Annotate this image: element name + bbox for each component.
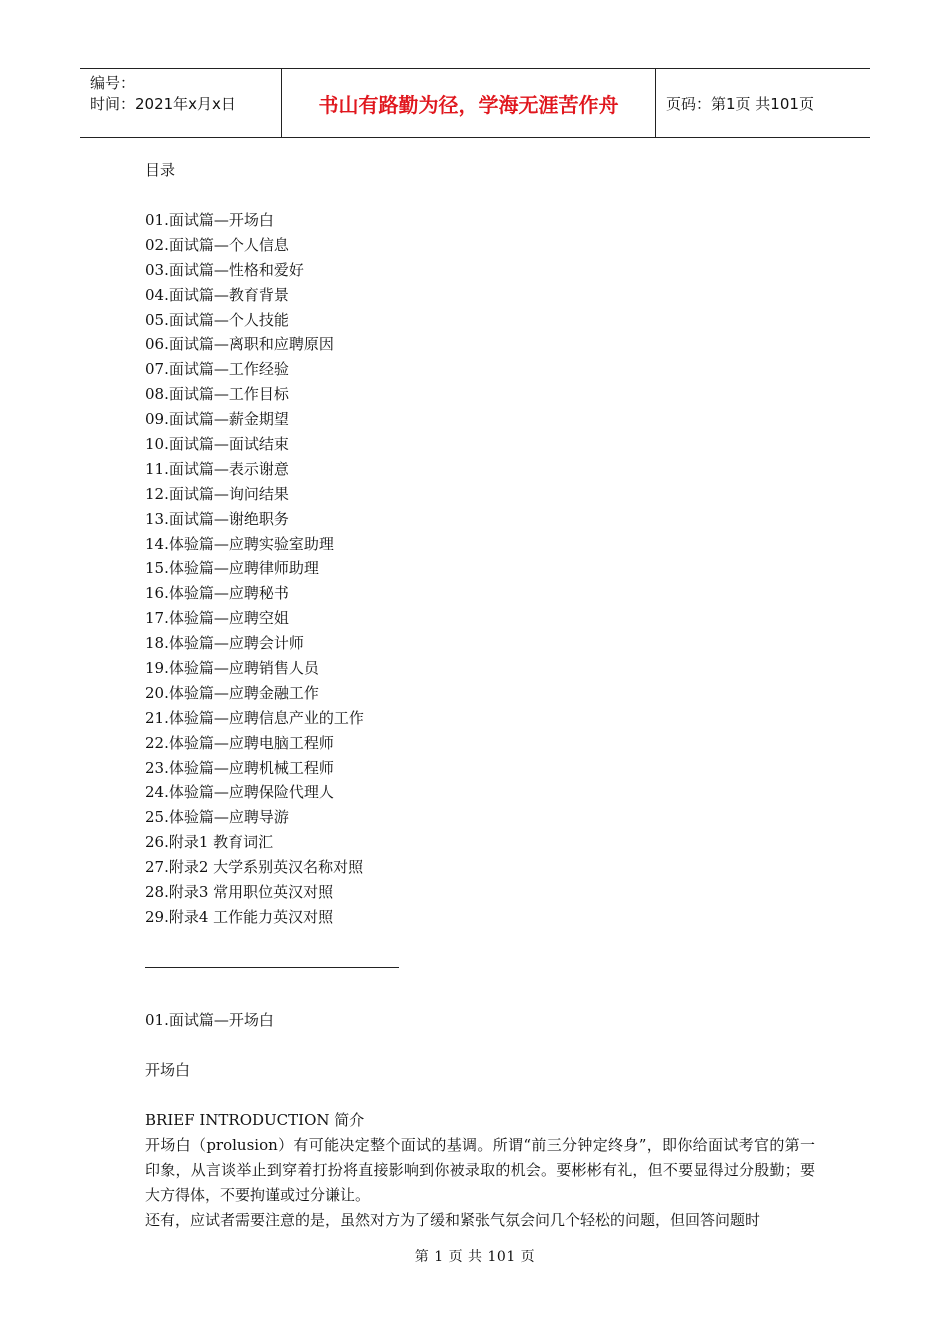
section-divider (145, 967, 399, 968)
toc-item: 12.面试篇—询问结果 (145, 484, 289, 503)
toc-item: 21.体验篇—应聘信息产业的工作 (145, 708, 364, 727)
toc-item: 24.体验篇—应聘保险代理人 (145, 783, 334, 802)
header-motto: 书山有路勤为径，学海无涯苦作舟 (282, 69, 656, 137)
toc-item: 02.面试篇—个人信息 (145, 235, 289, 254)
toc-item: 03.面试篇—性格和爱好 (145, 260, 304, 279)
toc-item: 13.面试篇—谢绝职务 (145, 509, 289, 528)
time-label: 时间：2021年x月x日 (90, 95, 236, 113)
number-label: 编号： (90, 74, 136, 92)
toc-item: 08.面试篇—工作目标 (145, 385, 289, 404)
toc-item: 22.体验篇—应聘电脑工程师 (145, 733, 334, 752)
toc-item: 28.附录3 常用职位英汉对照 (145, 883, 334, 902)
toc-item: 25.体验篇—应聘导游 (145, 808, 289, 827)
toc-item: 17.体验篇—应聘空姐 (145, 609, 289, 628)
brief-introduction-heading: BRIEF INTRODUCTION 简介 (145, 1110, 365, 1129)
toc-item: 01.面试篇—开场白 (145, 211, 274, 229)
toc-item: 29.附录4 工作能力英汉对照 (145, 907, 334, 926)
toc-item: 11.面试篇—表示谢意 (145, 459, 289, 478)
section-heading: 01.面试篇—开场白 (145, 1010, 274, 1029)
toc-item: 23.体验篇—应聘机械工程师 (145, 758, 334, 777)
toc-item: 18.体验篇—应聘会计师 (145, 634, 304, 653)
toc-item: 04.面试篇—教育背景 (145, 285, 289, 304)
toc-item: 09.面试篇—薪金期望 (145, 410, 289, 429)
page-footer: 第 1 页 共 101 页 (414, 1249, 536, 1265)
toc-item: 14.体验篇—应聘实验室助理 (145, 534, 334, 553)
toc-item: 19.体验篇—应聘销售人员 (145, 659, 319, 678)
toc-item: 16.体验篇—应聘秘书 (145, 584, 289, 603)
toc-item: 15.体验篇—应聘律师助理 (145, 559, 319, 578)
toc-item: 20.体验篇—应聘金融工作 (145, 683, 319, 702)
section-subheading: 开场白 (145, 1060, 191, 1079)
toc-item: 05.面试篇—个人技能 (145, 310, 289, 329)
toc-item: 07.面试篇—工作经验 (145, 360, 289, 379)
page-content (145, 158, 815, 1233)
toc-item: 26.附录1 教育词汇 (145, 833, 274, 852)
toc-item: 06.面试篇—离职和应聘原因 (145, 335, 334, 354)
header-meta (80, 69, 282, 137)
toc-list (145, 208, 815, 930)
body-paragraph: 开场白（prolusion）有可能决定整个面试的基调。所谓“前三分钟定终身”，即你给面试考官的第一印象，从言谈举止到穿着打扮将直接影响到你被录取的机会。要彬彬有礼，但不要显得过分殷勤；要大方得体，不要拘谨或过分谦让。 (145, 1135, 815, 1204)
body-paragraph: 还有，应试者需要注意的是，虽然对方为了缓和紧张气氛会问几个轻松的问题，但回答问题时 (145, 1210, 761, 1229)
toc-item: 27.附录2 大学系别英汉名称对照 (145, 858, 364, 877)
toc-item: 10.面试篇—面试结束 (145, 435, 289, 454)
toc-title: 目录 (145, 161, 176, 179)
header-page-info: 页码：第1页 共101页 (666, 94, 814, 113)
document-header (80, 68, 870, 138)
